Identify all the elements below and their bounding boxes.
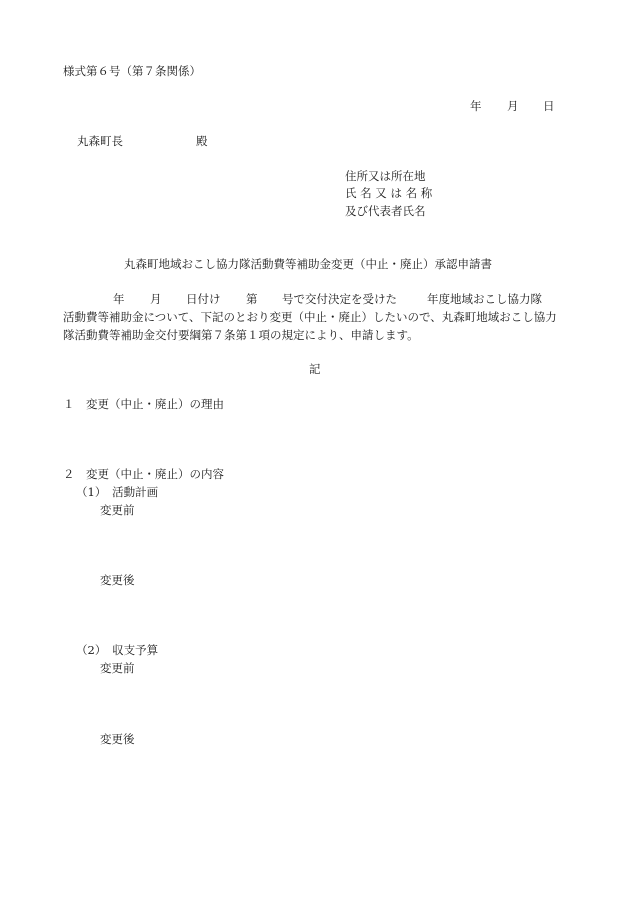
applicant-representative-label: 及び代表者氏名	[345, 204, 426, 218]
body-line-2: 活動費等補助金について、下記のとおり変更（中止・廃止）したいので、丸森町地域おこし協力	[63, 310, 557, 324]
body-fiscal-year: 年度地域おこし協力隊	[427, 292, 542, 306]
date-month: 月	[507, 99, 519, 113]
subsection-budget: （2） 収支予算	[76, 643, 159, 657]
subsection-activity-plan: （1） 活動計画	[76, 485, 159, 499]
body-year: 年	[113, 292, 125, 306]
form-number: 様式第６号（第７条関係）	[63, 64, 201, 78]
section-reason: １ 変更（中止・廃止）の理由	[63, 397, 224, 411]
date-day: 日	[543, 99, 555, 113]
date-year: 年	[470, 99, 482, 113]
activity-after-label: 変更後	[100, 573, 135, 587]
document-title: 丸森町地域おこし協力隊活動費等補助金変更（中止・廃止）承認申請書	[124, 257, 492, 271]
ki-marker: 記	[309, 362, 321, 376]
addressee-honorific: 殿	[196, 134, 208, 148]
activity-before-label: 変更前	[100, 503, 135, 517]
body-number-prefix: 第	[246, 292, 258, 306]
body-month: 月	[150, 292, 162, 306]
body-number-suffix: 号で交付決定を受けた	[282, 292, 397, 306]
applicant-address-label: 住所又は所在地	[345, 169, 426, 183]
body-date-suffix: 日付け	[186, 292, 221, 306]
budget-after-label: 変更後	[100, 732, 135, 746]
body-line-3: 隊活動費等補助金交付要綱第７条第１項の規定により、申請します。	[63, 328, 419, 342]
addressee-name: 丸森町長	[77, 134, 123, 148]
applicant-name-label: 氏 名 又 は 名 称	[345, 186, 433, 200]
section-content: ２ 変更（中止・廃止）の内容	[63, 467, 224, 481]
budget-before-label: 変更前	[100, 661, 135, 675]
